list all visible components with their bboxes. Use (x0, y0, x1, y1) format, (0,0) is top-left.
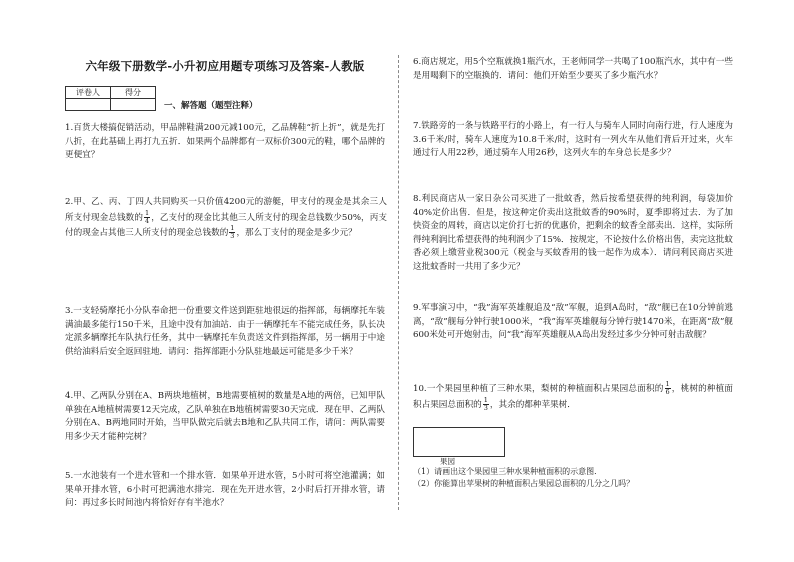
sub-question-2: （2）你能算出苹果树的种植面积占果园总面积的几分之几吗？ (413, 479, 635, 488)
score-table-cell (111, 99, 156, 111)
fraction-one-third (483, 397, 489, 412)
question-9: 9.军事演习中，“我”海军英雄舰追及“敌”军舰，追到A岛时，“敌”舰已在10分钟前逃离，“敌”舰每分钟行驶1000米，“我”海军英雄舰每分钟行驶1470米，在距离“敌”舰600米处可开炮射击，问“我”海军英雄舰从A岛出发经过多少分钟可射击敌舰？ (413, 303, 733, 340)
question-8: 8.利民商店从一家日杂公司买进了一批蚊香，然后按希望获得的纯利润，每袋加价40%定价出售．但是，按这种定价卖出这批蚊香的90%时，夏季即将过去．为了加快资金的周转，商店以定价打七折的优惠价，把剩余的蚊香全部卖出．这样，实际所得纯利润比希望获得的纯利润少了15%．按规定，不论按什么价格出售，卖完这批蚊香必须上缴营业税300元（税金与买蚊香用的钱一起作为成本）．请问利民商店买进这批蚊香时一共用了多少元？ (413, 194, 733, 272)
fraction-one-quarter (144, 210, 150, 225)
question-4: 4.甲、乙两队分别在A、B两块地植树，B地需要植树的数量是A地的两倍，已知甲队单独在A地植树需要12天完成，乙队单独在B地植树需要30天完成．现在甲、乙两队分别在A、B两地同时开始，当甲队做完后就去B地和乙队共同工作，请问：两队需要用多少天才能种完树？ (65, 391, 385, 442)
fraction-denominator: 6 (665, 388, 670, 396)
fraction-denominator: 3 (483, 403, 488, 412)
question-2-part2: ，乙支付的现金比其他三人所支付的现金总钱数少50%，丙支付的现金占其他三人所支付的现金总钱数的 (65, 212, 387, 238)
fraction-numerator: 1 (145, 208, 150, 217)
column-divider (398, 55, 399, 510)
fraction-one-sixth (665, 381, 671, 396)
score-table-reviewer: 评卷人 (66, 87, 111, 99)
orchard-diagram-label: 果园 (440, 457, 455, 466)
question-1: 1.百货大楼搞促销活动，甲品牌鞋满200元减100元，乙品牌鞋“折上折”，就是先打八折，在此基础上再打九五折．如果两个品牌都有一双标价300元的鞋，哪个品牌的更便宜？ (65, 123, 385, 160)
fraction-numerator: 1 (230, 224, 235, 232)
question-2 (65, 196, 387, 241)
question-3: 3.一支轻骑摩托小分队奉命把一份重要文件送到距驻地很远的指挥部，每辆摩托车装满油最多能行150千米，且途中没有加油站．由于一辆摩托车不能完成任务，队长决定派多辆摩托车队执行任务，其中一辆摩托车负责送文件到指挥部，另一辆用于中途供给油料后安全返回驻地．请问：指挥部距小分队驻地最远可能是多少千米？ (65, 306, 385, 357)
question-6: 6.商店规定，用5个空瓶就换1瓶汽水，王老师同学一共喝了100瓶汽水，其中有一些是用喝剩下的空瓶换的．请问：他们开始至少要买了多少瓶汽水？ (413, 57, 733, 81)
section-heading: 一、解答题（题型注释） (164, 101, 258, 111)
question-10-part1: 10.一个果园里种植了三种水果，梨树的种植面积占果园总面积的 (413, 384, 664, 394)
score-table-score: 得分 (111, 87, 156, 99)
fraction-denominator: 4 (145, 216, 150, 225)
page-title: 六年级下册数学-小升初应用题专项练习及答案-人教版 (85, 59, 365, 73)
sub-question-1: （1）请画出这个果园里三种水果种植面积的示意图． (413, 467, 603, 476)
fraction-numerator: 1 (483, 395, 488, 404)
score-table-cell (66, 99, 111, 111)
question-10 (413, 381, 733, 412)
score-table (65, 86, 156, 111)
question-5: 5.一水池装有一个进水管和一个排水管．如果单开进水管，5小时可将空池灌满；如果单开排水管，6小时可把满池水排完．现在先开进水管，2小时后打开排水管，请问：再过多长时间池内将恰好存有半池水？ (65, 471, 385, 508)
question-10-part2: ，桃树的种植面积占果园总面积的 (413, 384, 733, 410)
orchard-diagram-box (413, 427, 505, 457)
question-7: 7.铁路旁的一条与铁路平行的小路上，有一行人与骑车人同时向南行进，行人速度为3.6千米/时，骑车人速度为10.8千米/时，这时有一列火车从他们背后开过来，火车通过行人用22秒，通过骑车人用26秒，这列火车的车身总长是多少？ (413, 121, 733, 158)
fraction-denominator: 3 (230, 232, 235, 240)
question-2-part3: ，那么丁支付的现金是多少元？ (236, 228, 357, 238)
fraction-one-third (229, 225, 235, 240)
fraction-numerator: 1 (665, 380, 670, 388)
question-10-part3: ，其余的都种苹果树． (489, 399, 576, 410)
question-2-part1: 2.甲、乙、丙、丁四人共同购买一只价值4200元的游艇，甲支付的现金是其余三人所支付现金总钱数的 (65, 197, 387, 223)
